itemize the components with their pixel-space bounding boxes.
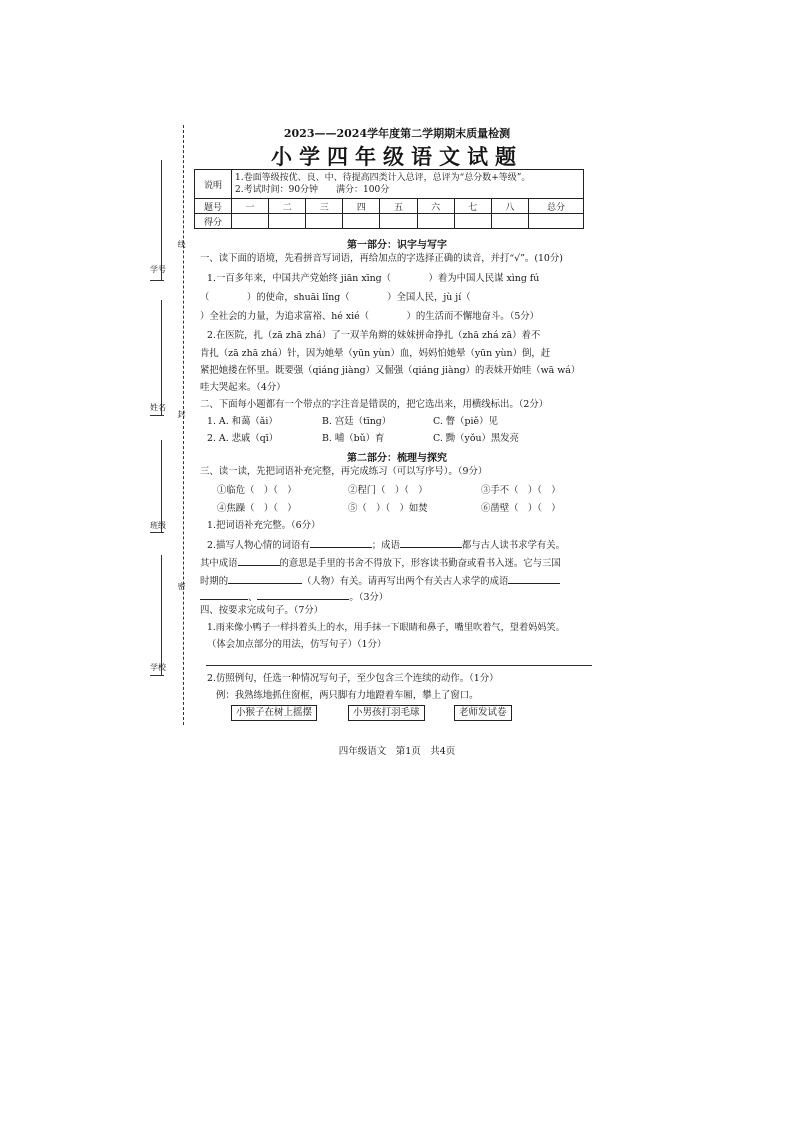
score-cell[interactable] xyxy=(380,214,417,229)
q1-1-line-c: ）全社会的力量，为追求富裕、hé xié（ ）的生活而不懈地奋斗。（5分） xyxy=(200,311,540,322)
q3-idiom-3[interactable]: ③手不（ ）（ ） xyxy=(481,485,561,496)
part2-title: 第二部分：梳理与探究 xyxy=(347,453,447,464)
q2-1-option-a[interactable]: 1. A. 和蔼（ǎi） xyxy=(207,416,278,427)
q3-sub-2-line-b xyxy=(200,556,561,570)
q1-1-line-a: 1.一百多年来，中国共产党始终 jiān xīng（ ）着为中国人民谋 xìng fú xyxy=(207,273,540,284)
option-teacher-papers[interactable]: 老师发试卷 xyxy=(454,705,512,721)
q3-2c-text-post: （人物）有关。请再写出两个有关古人求学的成语 xyxy=(302,576,509,587)
score-cell-total[interactable] xyxy=(529,214,584,229)
score-cell[interactable] xyxy=(269,214,306,229)
q3-2b-text-pre: 其中成语 xyxy=(200,558,238,569)
score-cell[interactable] xyxy=(454,214,491,229)
question-number-row xyxy=(195,199,584,214)
q4-1-line-a: 1.雨来像小鸭子一样抖着头上的水，用手抹一下眼睛和鼻子，嘴里吹着气，望着妈妈笑。 xyxy=(207,622,565,633)
mood-words-blank[interactable] xyxy=(310,538,372,548)
col-7: 七 xyxy=(454,199,491,214)
student-id-line[interactable] xyxy=(161,160,162,280)
col-4: 四 xyxy=(343,199,380,214)
q1-2-line-a: 2.在医院，扎（zā zhā zhá）了一双羊角辫的妹妹拼命挣扎（zhā zhá zā）着不 xyxy=(207,330,541,341)
notes-line-2: 2.考试时间：90分钟 满分：100分 xyxy=(235,185,390,195)
score-cell[interactable] xyxy=(306,214,343,229)
q1-2-line-d: 哇大哭起来。（4分） xyxy=(200,382,286,393)
score-cell[interactable] xyxy=(343,214,380,229)
part1-title: 第一部分：识字与写字 xyxy=(347,240,447,251)
q3-sub-2-line-c xyxy=(200,574,560,588)
q3-sub-2-line-d: 、 。（3分） xyxy=(200,590,388,604)
name-line[interactable] xyxy=(161,300,162,415)
q3-sub-1: 1.把词语补充完整。（6分） xyxy=(207,520,321,531)
bind-mark-secret: 密 xyxy=(177,582,186,590)
q3-idiom-1[interactable]: ①临危（ ）（ ） xyxy=(217,485,297,496)
q3-2c-text-pre: 时期的 xyxy=(200,576,229,587)
q4-1-line-b: （体会加点部分的用法，仿写句子）（1分） xyxy=(207,639,387,650)
q2-1-option-c[interactable]: C. 瞥（piě）见 xyxy=(433,416,498,427)
historical-person-blank[interactable] xyxy=(228,574,302,584)
q3-idiom-5[interactable]: ⑤（ ）（ ）如焚 xyxy=(348,503,428,514)
school-label: 学校 xyxy=(150,663,166,672)
notes-label: 说明 xyxy=(195,170,232,199)
q2-2-option-c[interactable]: C. 黝（yǒu）黑发亮 xyxy=(433,433,520,444)
q3-2a-text-post: 都与古人读书求学有关。 xyxy=(461,540,565,551)
extra-idiom-blank-1[interactable] xyxy=(508,574,560,584)
student-id-label: 学号 xyxy=(150,265,166,274)
score-cell[interactable] xyxy=(232,214,269,229)
q3-idiom-6[interactable]: ⑥凿壁（ ）（ ） xyxy=(481,503,561,514)
name-line-foot xyxy=(150,415,164,416)
col-6: 六 xyxy=(417,199,454,214)
score-cell[interactable] xyxy=(417,214,454,229)
q2-2-option-a[interactable]: 2. A. 悲戚（qī） xyxy=(207,433,279,444)
q4-heading: 四、按要求完成句子。（7分） xyxy=(200,605,324,616)
class-label: 班级 xyxy=(150,521,166,530)
q1-1-line-b: （ ）的使命，shuāi lǐng（ ）全国人民，jù jí（ xyxy=(200,292,471,303)
row-title-question-no: 题号 xyxy=(195,199,232,214)
q1-2-line-b: 肯扎（zā zhā zhá）针，因为她晕（yūn yùn）血，妈妈怕她晕（yūn yùn）倒，赶 xyxy=(200,348,551,359)
q2-2-option-b[interactable]: B. 哺（bǔ）育 xyxy=(322,433,385,444)
exam-year-title: 2023——2024学年度第二学期期末质量检测 xyxy=(283,127,511,140)
q4-2-prompt: 2.仿照例句，任选一种情况写句子，至少包含三个连续的动作。（1分） xyxy=(207,673,499,684)
col-5: 五 xyxy=(380,199,417,214)
score-row xyxy=(195,214,584,229)
row-title-score: 得分 xyxy=(195,214,232,229)
class-line-foot xyxy=(150,532,164,533)
school-line[interactable] xyxy=(161,555,162,675)
q3-idiom-4[interactable]: ④焦躁（ ）（ ） xyxy=(217,503,297,514)
school-line-foot xyxy=(150,675,164,676)
extra-idiom-blank-3[interactable] xyxy=(257,590,349,600)
col-2: 二 xyxy=(269,199,306,214)
score-cell[interactable] xyxy=(491,214,528,229)
q3-sub-2-line-a xyxy=(207,538,565,552)
q4-2-example: 例：我熟练地抓住窗框，两只脚有力地蹬着车厢，攀上了窗口。 xyxy=(216,690,479,701)
q1-heading: 一、读下面的语境，先看拼音写词语，再给加点的字选择正确的读音，并打“√”。(10分) xyxy=(200,253,563,264)
extra-idiom-blank-2[interactable] xyxy=(200,590,248,600)
bind-mark-seal: 封 xyxy=(177,410,186,418)
q3-2d-text-post: 。（3分） xyxy=(349,592,389,603)
q2-1-option-b[interactable]: B. 宫廷（tīng） xyxy=(322,416,392,427)
col-3: 三 xyxy=(306,199,343,214)
info-score-table xyxy=(194,169,584,229)
q3-heading: 三、读一读，先把词语补充完整，再完成练习（可以写序号）。（9分） xyxy=(200,466,488,477)
q4-1-answer-line[interactable] xyxy=(206,665,592,666)
q2-heading: 二、下面每小题都有一个带点的字注音是错误的，把它选出来，用横线标出。（2分） xyxy=(200,399,549,410)
notes-line-1: 1.卷面等级按优、良、中、待提高四类计入总评，总评为“总分数+等级”。 xyxy=(235,173,531,183)
name-label: 姓名 xyxy=(150,403,166,412)
binding-dashed-line xyxy=(183,125,184,725)
q3-2a-text-pre: 2.描写人物心情的词语有 xyxy=(207,540,310,551)
q1-2-line-c: 紧把她搂在怀里。既要强（qiáng jiàng）又倔强（qiáng jiàng）的表妹开始哇（wā wá） xyxy=(200,365,581,376)
q3-2b-text-post: 的意思是手里的书舍不得放下，形容读书勤奋或看书入迷。它与三国 xyxy=(279,558,561,569)
col-total: 总分 xyxy=(529,199,584,214)
page-footer: 四年级语文 第1页 共4页 xyxy=(338,746,456,757)
q3-idiom-2[interactable]: ②程门（ ）（ ） xyxy=(348,485,428,496)
idiom-meaning-blank[interactable] xyxy=(238,556,280,566)
q3-2a-text-mid: ；成语 xyxy=(371,540,400,551)
bind-mark-line: 线 xyxy=(177,240,186,248)
notes-cell xyxy=(232,170,584,199)
col-1: 一 xyxy=(232,199,269,214)
col-8: 八 xyxy=(491,199,528,214)
exam-main-title: 小学四年级语文试题 xyxy=(271,144,523,169)
student-id-line-foot xyxy=(150,280,164,281)
option-boy-badminton[interactable]: 小男孩打羽毛球 xyxy=(348,705,425,721)
option-monkey[interactable]: 小猴子在树上摇摆 xyxy=(231,705,317,721)
idioms-blank[interactable] xyxy=(400,538,462,548)
